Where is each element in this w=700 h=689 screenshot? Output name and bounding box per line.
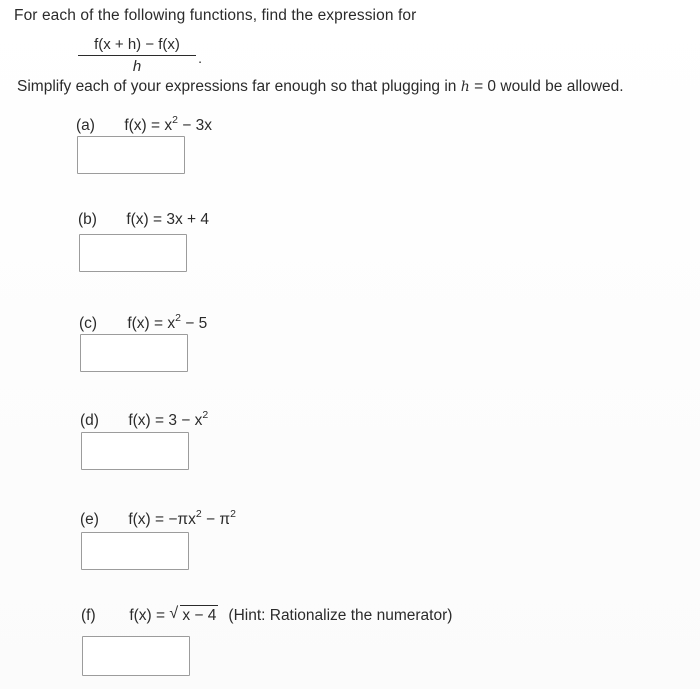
difference-quotient [78,36,202,75]
part-f-func-text: f(x) = [129,607,170,624]
instruction-before: Simplify each of your expressions far enough so that plugging in [17,78,461,95]
part-a-exponent: 2 [172,114,178,126]
part-e-exponent-2: 2 [230,508,236,520]
part-e-label: (e) [80,511,99,528]
part-e-func-tail: − π [201,511,231,528]
instruction-variable: h [460,79,470,95]
part-e-function [128,508,236,529]
part-d [80,409,208,430]
part-a-func-tail: − 3x [177,117,212,134]
part-b-label: (b) [78,211,97,228]
answer-input-a[interactable] [77,136,185,174]
answer-input-c[interactable] [80,334,188,372]
radicand: x − 4 [182,607,217,624]
radical-sign: √ [169,605,179,622]
part-b [78,211,209,229]
part-c-function [127,312,207,333]
fraction-numerator: f(x + h) − f(x) [78,36,196,56]
fraction-period: . [198,50,202,66]
part-c-exponent: 2 [175,312,181,324]
part-b-function: f(x) = 3x + 4 [126,211,210,228]
part-c-func-tail: − 5 [180,315,208,332]
part-a-function [124,114,212,135]
part-a-label: (a) [76,117,95,134]
part-f [81,607,452,625]
part-c [79,312,207,333]
part-d-exponent: 2 [202,409,209,421]
part-d-label: (d) [80,412,99,429]
answer-input-d[interactable] [81,432,189,470]
part-d-func-text: f(x) = 3 − x [128,412,203,429]
square-root [169,607,218,625]
part-c-func-text: f(x) = x [127,315,176,332]
part-d-function [128,409,208,430]
part-a [76,114,212,135]
question-intro: For each of the following functions, find the expression for [14,7,417,24]
instruction-text [17,78,624,96]
part-e-exponent: 2 [195,508,202,520]
part-a-func-text: f(x) = x [124,117,173,134]
part-f-hint: (Hint: Rationalize the numerator) [228,607,453,624]
part-f-label: (f) [81,607,96,624]
answer-input-e[interactable] [81,532,189,570]
instruction-middle: = 0 [469,78,497,95]
part-c-label: (c) [79,315,98,332]
instruction-after: would be allowed. [496,78,624,95]
fraction-denominator: h [132,58,142,75]
part-f-function [129,607,218,625]
answer-input-f[interactable] [82,636,190,676]
answer-input-b[interactable] [79,234,187,272]
part-e [80,508,236,529]
part-e-func-text: f(x) = −πx [128,511,196,528]
